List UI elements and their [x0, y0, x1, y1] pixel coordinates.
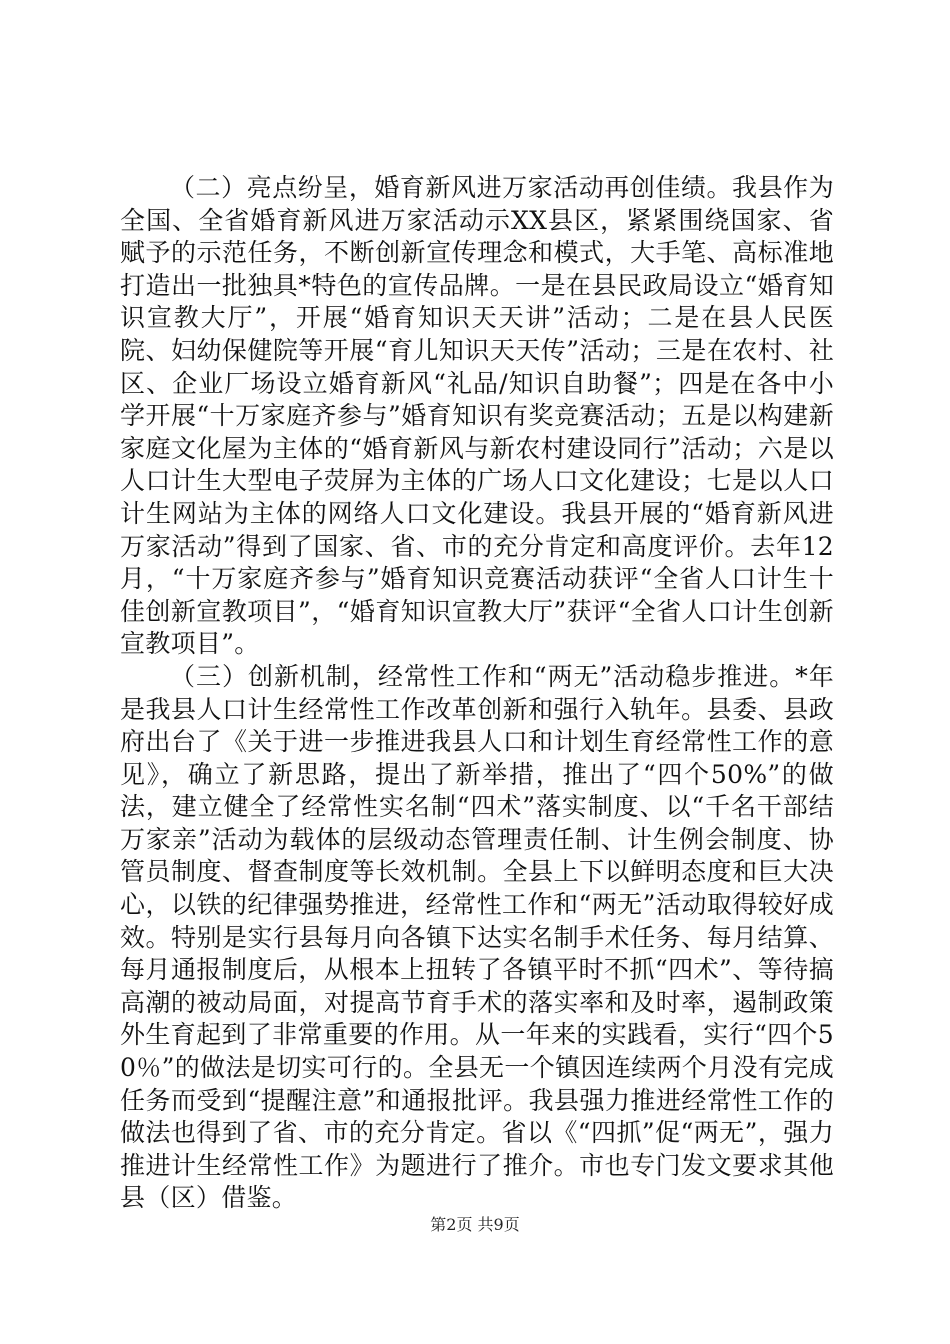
page-footer	[0, 1214, 950, 1236]
paragraph-highlights: （二）亮点纷呈，婚育新风进万家活动再创佳绩。我县作为全国、全省婚育新风进万家活动示XX县区，紧紧围绕国家、省赋予的示范任务，不断创新宣传理念和模式，大手笔、高标准地打造出一批独具*特色的宣传品牌。一是在县民政局设立“婚育知识宣教大厅”，开展“婚育知识天天讲”活动；二是在县人民医院、妇幼保健院等开展“育儿知识天天传”活动；三是在农村、社区、企业厂场设立婚育新风“礼品/知识自助餐”；四是在各中小学开展“十万家庭齐参与”婚育知识有奖竞赛活动；五是以构建新家庭文化屋为主体的“婚育新风与新农村建设同行”活动；六是以人口计生大型电子荧屏为主体的广场人口文化建设；七是以人口计生网站为主体的网络人口文化建设。我县开展的“婚育新风进万家活动”得到了国家、省、市的充分肯定和高度评价。去年12月，“十万家庭齐参与”婚育知识竞赛活动获评“全省人口计生十佳创新宣教项目”，“婚育知识宣教大厅”获评“全省人口计生创新宣教项目”。	[120, 173, 834, 659]
document-body	[120, 172, 834, 1215]
paragraph-mechanism: （三）创新机制，经常性工作和“两无”活动稳步推进。*年是我县人口计生经常性工作改革创新和强行入轨年。县委、县政府出台了《关于进一步推进我县人口和计划生育经常性工作的意见》，确立了新思路，提出了新举措，推出了“四个50%”的做法，建立健全了经常性实名制“四术”落实制度、以“千名干部结万家亲”活动为载体的层级动态管理责任制、计生例会制度、协管员制度、督查制度等长效机制。全县上下以鲜明态度和巨大决心，以铁的纪律强势推进，经常性工作和“两无”活动取得较好成效。特别是实行县每月向各镇下达实名制手术任务、每月结算、每月通报制度后，从根本上扭转了各镇平时不抓“四术”、等待搞高潮的被动局面，对提高节育手术的落实率和及时率，遏制政策外生育起到了非常重要的作用。从一年来的实践看，实行“四个50％”的做法是切实可行的。全县无一个镇因连续两个月没有完成任务而受到“提醒注意”和通报批评。我县强力推进经常性工作的做法也得到了省、市的充分肯定。省以《“四抓”促“两无”，强力推进计生经常性工作》为题进行了推介。市也专门发文要求其他县（区）借鉴。	[120, 661, 835, 1213]
page-number: 第2页 共9页	[430, 1215, 520, 1234]
